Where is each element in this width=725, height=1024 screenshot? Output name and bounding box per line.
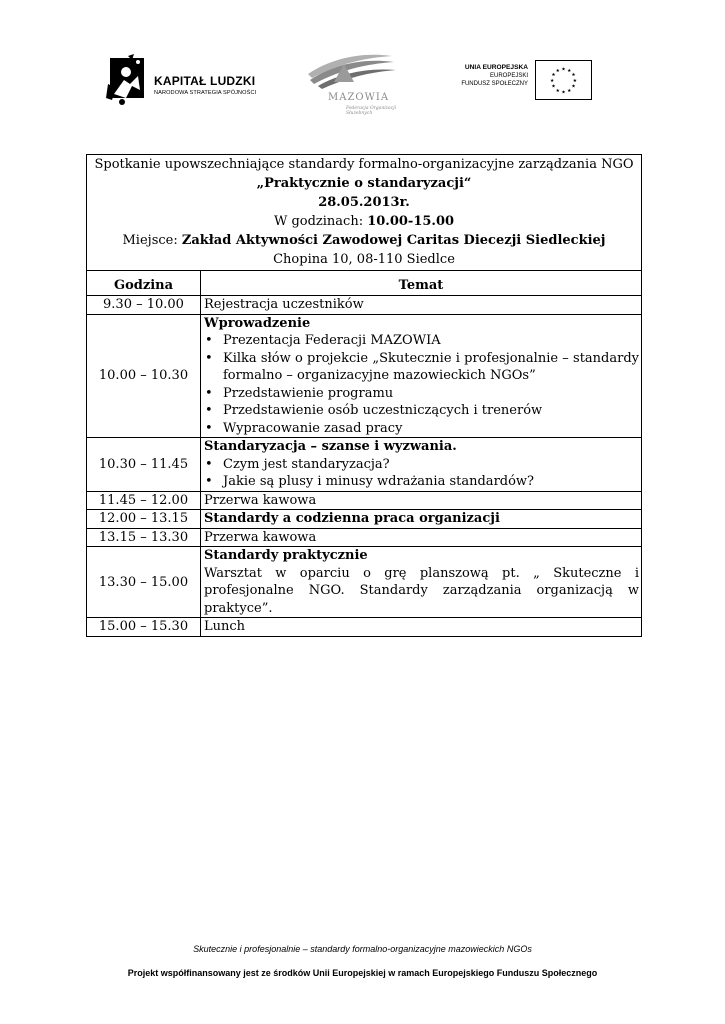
mazowia-swoosh-icon	[304, 54, 400, 90]
list-item: • Przedstawienie osób uczestniczących i trenerów	[204, 402, 639, 420]
list-item: • Wypracowanie zasad pracy	[204, 420, 639, 438]
kapital-ludzki-title: KAPITAŁ LUDZKI	[154, 74, 256, 88]
event-place	[87, 231, 641, 250]
list-item: • Przedstawienie programu	[204, 385, 639, 403]
time-cell: 13.15 – 13.30	[87, 528, 201, 547]
table-row	[87, 618, 642, 637]
table-row	[87, 438, 642, 492]
event-description: Spotkanie upowszechniające standardy formalno-organizacyjne zarządzania NGO	[94, 157, 634, 172]
time-cell: 9.30 – 10.00	[87, 296, 201, 315]
kapital-ludzki-logo	[104, 54, 279, 110]
topic-cell	[201, 618, 642, 637]
topic-text: Warsztat w oparciu o grę planszową pt. „ Skuteczne i profesjonalne NGO. Standardy zarządzania organizacją w praktyce”.	[204, 565, 639, 616]
mazowia-name: MAZOWIA	[328, 92, 390, 103]
time-cell: 15.00 – 15.30	[87, 618, 201, 637]
table-row	[87, 510, 642, 529]
topic-text: Przerwa kawowa	[204, 492, 317, 508]
footer-project-name: Skutecznie i profesjonalnie – standardy formalno-organizacyjne mazowieckich NGOs	[193, 944, 532, 954]
time-cell: 11.45 – 12.00	[87, 491, 201, 510]
topic-cell	[201, 296, 642, 315]
event-info-cell	[87, 155, 642, 271]
time-cell: 10.30 – 11.45	[87, 438, 201, 492]
time-cell: 10.00 – 10.30	[87, 314, 201, 438]
logo-bar	[0, 52, 725, 122]
column-header-topic: Temat	[201, 271, 642, 296]
agenda-table	[86, 154, 642, 637]
event-place-value: Zakład Aktywności Zawodowej Caritas Diecezji Siedleckiej	[181, 233, 606, 248]
topic-text: Przerwa kawowa	[204, 529, 317, 545]
event-place-label: Miejsce:	[122, 233, 182, 248]
event-hours-label: W godzinach:	[273, 214, 368, 229]
column-header-time: Godzina	[87, 271, 201, 296]
list-item: • Kilka słów o projekcie „Skutecznie i profesjonalnie – standardy formalno – organizacyjne mazowieckich NGOs”	[204, 350, 639, 385]
svg-text:★: ★	[555, 88, 560, 94]
table-row	[87, 528, 642, 547]
eu-label-line3: FUNDUSZ SPOŁECZNY	[461, 81, 528, 87]
table-row	[87, 491, 642, 510]
time-cell: 13.30 – 15.00	[87, 547, 201, 618]
kapital-ludzki-figure-icon	[104, 54, 150, 108]
svg-text:★: ★	[561, 67, 566, 73]
svg-text:★: ★	[567, 69, 572, 75]
svg-text:★: ★	[572, 78, 578, 84]
event-date: 28.05.2013r.	[318, 195, 410, 210]
topic-text: Rejestracja uczestników	[204, 297, 364, 312]
topic-heading: Standardy praktycznie	[204, 548, 368, 563]
topic-cell	[201, 438, 642, 492]
svg-text:★: ★	[567, 88, 572, 94]
footer-funding-note: Projekt współfinansowany jest ze środków Unii Europejskiej w ramach Europejskiego Funduszu Społecznego	[127, 968, 598, 978]
topic-text: Lunch	[204, 619, 246, 634]
table-row	[87, 296, 642, 315]
topic-heading: Standardy a codzienna praca organizacji	[204, 511, 500, 526]
event-info-row	[87, 155, 642, 271]
eu-label-line1: UNIA EUROPEJSKA	[464, 64, 528, 71]
eu-label	[440, 64, 528, 88]
kapital-ludzki-subtitle: NARODOWA STRATEGIA SPÓJNOŚCI	[154, 90, 257, 96]
topic-bullet-list	[204, 456, 639, 491]
event-hours	[87, 212, 641, 231]
event-hours-value: 10.00-15.00	[367, 214, 455, 229]
topic-cell	[201, 491, 642, 510]
topic-heading: Wprowadzenie	[204, 315, 311, 331]
event-address: Chopina 10, 08-110 Siedlce	[273, 252, 455, 267]
time-cell: 12.00 – 13.15	[87, 510, 201, 529]
topic-cell	[201, 510, 642, 529]
topic-cell	[201, 547, 642, 618]
svg-text:★: ★	[571, 73, 576, 79]
event-title: „Praktycznie o standaryzacji“	[256, 176, 472, 191]
topic-cell	[201, 528, 642, 547]
table-row	[87, 314, 642, 438]
svg-text:★: ★	[571, 84, 576, 90]
mazowia-logo	[300, 54, 422, 118]
list-item: • Jakie są plusy i minusy wdrażania standardów?	[204, 473, 639, 491]
svg-text:★: ★	[551, 73, 556, 79]
topic-heading: Standaryzacja – szanse i wyzwania.	[204, 439, 457, 454]
list-item: • Prezentacja Federacji MAZOWIA	[204, 332, 639, 350]
topic-bullet-list	[204, 332, 639, 437]
list-item: • Czym jest standaryzacja?	[204, 456, 639, 474]
svg-text:★: ★	[551, 84, 556, 90]
svg-text:★: ★	[561, 90, 566, 96]
svg-text:★: ★	[549, 78, 555, 84]
topic-cell	[201, 314, 642, 438]
svg-text:★: ★	[555, 69, 560, 75]
table-row	[87, 547, 642, 618]
eu-flag-icon	[535, 60, 592, 100]
eu-label-line2: EUROPEJSKI	[489, 73, 528, 79]
mazowia-subtitle: Federacja Organizacji Służebnych	[346, 106, 397, 116]
table-header-row	[87, 271, 642, 296]
